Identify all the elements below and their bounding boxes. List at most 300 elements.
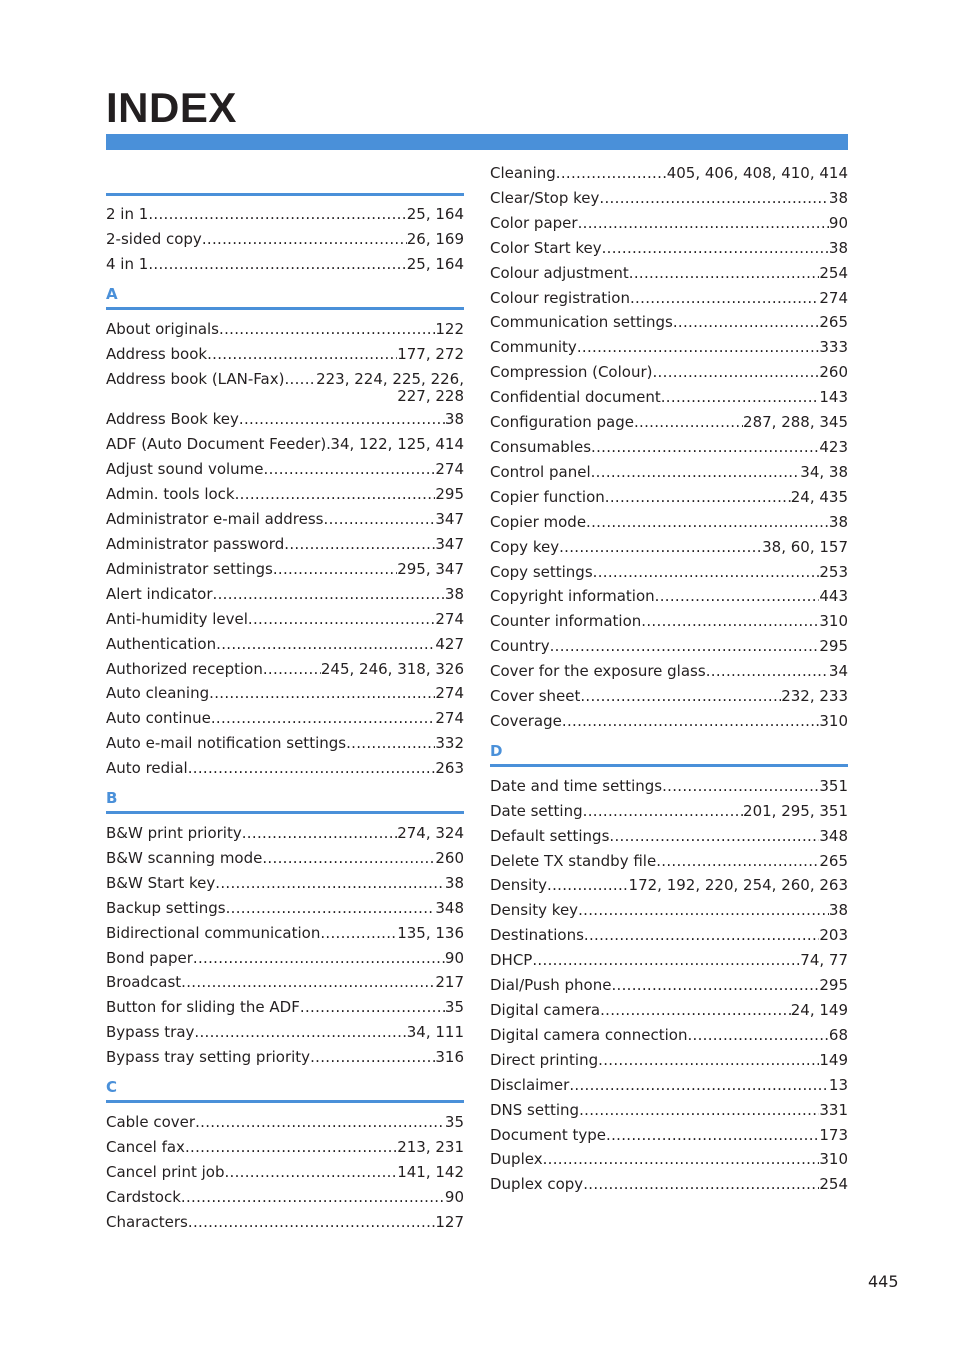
leader-dots: [239, 407, 445, 432]
index-entry: [490, 560, 848, 585]
index-entry-row: [490, 186, 848, 211]
index-term: Configuration page: [490, 413, 634, 432]
index-entry: [490, 898, 848, 923]
index-entry: [490, 659, 848, 684]
index-term: Button for sliding the ADF: [106, 998, 300, 1017]
index-entry: [490, 709, 848, 734]
index-entry-row: [106, 1185, 464, 1210]
leader-dots: [583, 1172, 819, 1197]
page-refs: 24, 149: [790, 1001, 848, 1019]
index-entry: [106, 756, 464, 781]
index-entry: [490, 1048, 848, 1073]
index-entry: [490, 535, 848, 560]
index-entry-row: [106, 557, 464, 582]
index-entry-row: [106, 507, 464, 532]
page-refs: 35: [444, 1113, 464, 1132]
page-refs: 263: [435, 759, 464, 778]
index-entry-row: [106, 252, 464, 277]
page-refs: 287, 288, 345: [743, 413, 848, 432]
index-entry-row: [106, 607, 464, 632]
index-entry: [106, 227, 464, 252]
index-term: 2 in 1: [106, 205, 149, 223]
index-entry: [106, 896, 464, 921]
index-term: 2-sided copy: [106, 229, 202, 248]
index-entry: [490, 236, 848, 261]
index-entry: [490, 1172, 848, 1197]
index-entry: [490, 460, 848, 485]
index-entry-row: [490, 873, 848, 898]
index-entry: [490, 948, 848, 973]
page-refs: 217: [435, 973, 464, 992]
page-refs: 127: [435, 1212, 464, 1231]
index-entry: [490, 923, 848, 948]
index-entry: [106, 457, 464, 482]
index-entry-row: [490, 824, 848, 849]
index-entry-row: [490, 998, 848, 1023]
index-entry: [490, 1098, 848, 1123]
index-term: 4 in 1: [106, 254, 149, 273]
leader-dots: [188, 1210, 435, 1235]
page-refs: 274: [435, 709, 464, 728]
index-term: Administrator settings: [106, 559, 273, 578]
page-refs: 172, 192, 220, 254, 260, 263: [628, 876, 848, 895]
leader-dots: [602, 236, 829, 261]
page-refs-continued: 227, 228: [397, 387, 464, 406]
index-term: Address Book key: [106, 410, 239, 429]
leader-dots: [550, 634, 820, 659]
index-term: Bypass tray setting priority: [106, 1048, 311, 1067]
leader-dots: [630, 286, 819, 311]
page-refs: 348: [819, 826, 848, 845]
leader-dots: [586, 510, 829, 535]
index-term: Address book (LAN-Fax): [106, 369, 285, 388]
section-rule: [106, 811, 464, 814]
index-term: Admin. tools lock: [106, 485, 235, 504]
page-refs: 38: [828, 188, 848, 207]
leader-dots: [687, 1023, 828, 1048]
index-entry-row: [490, 1023, 848, 1048]
page-refs: 333: [819, 338, 848, 357]
index-entry-row: [490, 1098, 848, 1123]
index-entry-row: [490, 1073, 848, 1098]
index-term: Color Start key: [490, 238, 602, 257]
index-entry: [106, 706, 464, 731]
index-entry-row: [106, 407, 464, 432]
leader-dots: [326, 432, 330, 457]
index-term: Bypass tray: [106, 1023, 195, 1042]
index-entry: [490, 1073, 848, 1098]
page-refs: 274: [435, 684, 464, 703]
leader-dots: [706, 659, 829, 684]
index-entry-row: [490, 1172, 848, 1197]
index-term: Auto e-mail notification settings: [106, 734, 347, 753]
index-term: ADF (Auto Document Feeder): [106, 435, 327, 454]
page-refs: 90: [828, 213, 848, 232]
index-entry-row: [490, 236, 848, 261]
leader-dots: [593, 560, 820, 585]
index-entry: [490, 973, 848, 998]
leader-dots: [216, 632, 435, 657]
leader-dots: [320, 921, 397, 946]
section-rule: [490, 764, 848, 767]
index-term: Adjust sound volume: [106, 460, 264, 479]
index-entry: [490, 774, 848, 799]
index-term: Cover sheet: [490, 687, 581, 706]
index-term: Coverage: [490, 711, 562, 730]
leader-dots: [310, 1045, 435, 1070]
index-entry-row: [490, 1123, 848, 1148]
leader-dots: [235, 482, 436, 507]
index-column-right: [490, 161, 848, 1197]
index-entry: [490, 634, 848, 659]
page-refs: 13: [828, 1075, 848, 1094]
page-refs: 38: [828, 901, 848, 920]
page-refs: 423: [819, 437, 848, 456]
index-term: Cardstock: [106, 1187, 181, 1206]
index-entry-row: [490, 310, 848, 335]
page-refs: 223, 224, 225, 226,: [316, 369, 464, 388]
index-entry: [490, 161, 848, 186]
leader-dots: [532, 948, 800, 973]
leader-dots: [598, 1048, 819, 1073]
index-term: B&W print priority: [106, 824, 242, 843]
page-refs: 38: [828, 512, 848, 531]
index-term: Density: [490, 876, 548, 895]
index-entry-row: [106, 1135, 464, 1160]
leader-dots: [606, 1123, 819, 1148]
index-entry-row: [490, 560, 848, 585]
page-refs: 34, 38: [800, 462, 848, 481]
index-term: Control panel: [490, 462, 591, 481]
index-entry-row: [106, 871, 464, 896]
index-entry: [106, 871, 464, 896]
leader-dots: [578, 898, 829, 923]
leader-dots: [599, 186, 828, 211]
page-refs: 74, 77: [800, 951, 848, 970]
page-refs: 254: [819, 263, 848, 282]
index-term: Consumables: [490, 437, 592, 456]
leader-dots: [569, 1073, 829, 1098]
page-refs: 34, 111: [406, 1023, 464, 1042]
index-entry: [106, 1135, 464, 1160]
index-entry-row: [106, 202, 464, 227]
page-refs: 310: [819, 612, 848, 631]
index-term: Cancel print job: [106, 1162, 225, 1181]
page-refs: 295: [819, 976, 848, 995]
index-entry-row: [106, 1210, 464, 1235]
page-refs: 254: [819, 1175, 848, 1194]
index-term: Administrator e-mail address: [106, 510, 324, 529]
section-rule: [106, 307, 464, 310]
index-entry: [106, 582, 464, 607]
index-term: Digital camera connection: [490, 1025, 688, 1044]
index-term: Default settings: [490, 826, 610, 845]
index-entry: [106, 252, 464, 277]
index-entry-row: [106, 970, 464, 995]
index-entry-row: [490, 898, 848, 923]
index-entry-row: [106, 706, 464, 731]
index-term: Copier mode: [490, 512, 587, 531]
index-entry: [490, 873, 848, 898]
index-entry-row: [106, 896, 464, 921]
page-refs: 265: [819, 851, 848, 870]
index-entry-row: [490, 634, 848, 659]
index-term: DHCP: [490, 951, 533, 970]
leader-dots: [641, 609, 819, 634]
index-term: Community: [490, 338, 577, 357]
page-refs: 274: [819, 288, 848, 307]
index-entry-row: [490, 709, 848, 734]
index-entry-row: [106, 821, 464, 846]
leader-dots: [609, 824, 819, 849]
index-term: Dial/Push phone: [490, 976, 612, 995]
index-entry: [490, 849, 848, 874]
leader-dots: [188, 756, 436, 781]
index-term: B&W Start key: [106, 873, 216, 892]
leader-dots: [202, 227, 407, 252]
index-entry-row: [106, 227, 464, 252]
index-entry: [490, 385, 848, 410]
page-refs: 260: [435, 848, 464, 867]
leader-dots: [577, 335, 820, 360]
index-entry: [490, 998, 848, 1023]
leader-dots: [213, 582, 445, 607]
index-entry: [490, 584, 848, 609]
index-entry-row: [490, 684, 848, 709]
index-entry-row: [490, 510, 848, 535]
index-entry: [490, 410, 848, 435]
index-entry-row: [106, 632, 464, 657]
index-entry-row: [490, 161, 848, 186]
leader-dots: [661, 385, 820, 410]
index-term: Communication settings: [490, 313, 673, 332]
page-refs: 348: [435, 898, 464, 917]
index-term: Document type: [490, 1125, 606, 1144]
index-entry: [106, 202, 464, 227]
page-refs: 35: [444, 998, 464, 1017]
leader-dots: [284, 532, 435, 557]
leader-dots: [224, 1160, 397, 1185]
index-term: Broadcast: [106, 973, 182, 992]
index-entry-row: [490, 410, 848, 435]
page-refs: 253: [819, 562, 848, 581]
index-entry: [490, 799, 848, 824]
leader-dots: [583, 799, 743, 824]
leader-dots: [556, 161, 667, 186]
page-refs: 405, 406, 408, 410, 414: [666, 164, 848, 182]
index-term: Duplex: [490, 1150, 543, 1169]
leader-dots: [195, 1110, 445, 1135]
leader-dots: [211, 706, 436, 731]
index-term: Characters: [106, 1212, 188, 1231]
index-entry-row: [106, 457, 464, 482]
page-refs: 274: [435, 609, 464, 628]
index-entry: [106, 921, 464, 946]
page-refs: 38, 60, 157: [762, 537, 848, 556]
index-entry: [490, 609, 848, 634]
leader-dots: [215, 871, 445, 896]
leader-dots: [605, 485, 791, 510]
index-entry-row: [490, 211, 848, 236]
index-entry-row: [490, 948, 848, 973]
index-entry-row: [490, 335, 848, 360]
page-refs: 265: [819, 313, 848, 332]
index-term: Address book: [106, 344, 208, 363]
index-entry: [490, 485, 848, 510]
leader-dots: [273, 557, 397, 582]
page-refs: 122: [435, 319, 464, 338]
index-entry: [106, 557, 464, 582]
leader-dots: [248, 607, 435, 632]
index-entry-row: [490, 923, 848, 948]
page-refs: 316: [435, 1048, 464, 1067]
page-refs: 347: [435, 510, 464, 529]
index-term: Color paper: [490, 213, 578, 232]
index-term: Clear/Stop key: [490, 188, 600, 207]
page-refs: 260: [819, 363, 848, 382]
index-entry: [106, 482, 464, 507]
index-entry-row: [490, 849, 848, 874]
index-entry-row: [490, 973, 848, 998]
index-entry-row: [490, 286, 848, 311]
index-entry-row: [106, 681, 464, 706]
index-entry-row: [490, 535, 848, 560]
index-entry: [106, 532, 464, 557]
index-entry: [490, 510, 848, 535]
page-refs: 295, 347: [397, 559, 464, 578]
leader-dots: [578, 211, 829, 236]
index-term: Auto continue: [106, 709, 211, 728]
index-entry-row: [106, 731, 464, 756]
index-entry-row: [490, 774, 848, 799]
page-refs: 149: [819, 1050, 848, 1069]
page-refs: 310: [819, 1150, 848, 1169]
leader-dots: [346, 731, 435, 756]
page-refs: 332: [435, 734, 464, 753]
index-entry-row: [106, 532, 464, 557]
leader-dots: [300, 995, 445, 1020]
leader-dots: [209, 681, 435, 706]
index-term: Administrator password: [106, 534, 285, 553]
page-refs: 274: [435, 460, 464, 479]
index-entry: [106, 367, 464, 406]
page-refs: 213, 231: [397, 1138, 464, 1156]
leader-dots: [652, 360, 819, 385]
leader-dots: [611, 973, 819, 998]
leader-dots: [226, 896, 436, 921]
index-term: Delete TX standby file: [490, 851, 657, 870]
leader-dots: [547, 873, 629, 898]
page-refs: 274, 324: [397, 824, 464, 843]
leader-dots: [662, 774, 819, 799]
index-entry: [490, 335, 848, 360]
page-refs: 25, 164: [406, 254, 464, 273]
index-entry: [490, 684, 848, 709]
index-entry-row: [490, 584, 848, 609]
index-term: Destinations: [490, 926, 584, 945]
index-term: Compression (Colour): [490, 363, 653, 382]
index-entry-row: [490, 485, 848, 510]
index-term: Date setting: [490, 801, 583, 820]
leader-dots: [600, 998, 791, 1023]
index-term: Auto redial: [106, 759, 188, 778]
index-entry: [490, 310, 848, 335]
leader-dots: [263, 657, 321, 682]
index-term: Disclaimer: [490, 1075, 570, 1094]
index-entry: [106, 1210, 464, 1235]
page-refs: 38: [444, 584, 464, 603]
index-entry: [106, 342, 464, 367]
leader-dots: [591, 460, 801, 485]
leader-dots: [242, 821, 397, 846]
page-refs: 135, 136: [397, 923, 464, 942]
index-entry-row: [490, 799, 848, 824]
index-entry-row: [490, 460, 848, 485]
index-entry: [490, 261, 848, 286]
leader-dots: [181, 1185, 445, 1210]
page-refs: 310: [819, 711, 848, 730]
index-entry: [106, 995, 464, 1020]
index-entry-row: [106, 1110, 464, 1135]
leader-dots: [634, 410, 743, 435]
index-term: Colour adjustment: [490, 263, 629, 282]
index-entry: [106, 681, 464, 706]
index-entry: [106, 1160, 464, 1185]
page-refs: 38: [444, 410, 464, 429]
index-term: Copier function: [490, 487, 605, 506]
leader-dots: [656, 849, 819, 874]
page-refs: 427: [435, 634, 464, 653]
index-entry: [106, 1020, 464, 1045]
index-entry-row: [490, 609, 848, 634]
leader-dots: [194, 1020, 406, 1045]
page-refs: 38: [828, 238, 848, 257]
index-entry-row: [490, 435, 848, 460]
index-entry: [106, 432, 464, 457]
index-entry: [106, 946, 464, 971]
index-term: Cover for the exposure glass: [490, 662, 706, 681]
index-entry-row: [106, 582, 464, 607]
index-entry: [490, 1147, 848, 1172]
index-entry-row: [106, 432, 464, 457]
leader-dots: [673, 310, 820, 335]
index-entry-row: [490, 385, 848, 410]
index-term: Backup settings: [106, 898, 226, 917]
page-refs: 90: [444, 948, 464, 967]
index-entry-row: [106, 921, 464, 946]
index-term: Alert indicator: [106, 584, 213, 603]
index-term: Auto cleaning: [106, 684, 210, 703]
index-entry: [106, 407, 464, 432]
index-entry: [106, 507, 464, 532]
page-refs: 90: [444, 1187, 464, 1206]
index-entry: [490, 1023, 848, 1048]
index-entry-row: [106, 317, 464, 342]
index-term: Anti-humidity level: [106, 609, 248, 628]
index-entry: [490, 1123, 848, 1148]
leader-dots: [655, 584, 820, 609]
leader-dots: [185, 1135, 397, 1160]
index-entry: [106, 1110, 464, 1135]
leader-dots: [580, 684, 781, 709]
leader-dots: [181, 970, 435, 995]
leader-dots: [262, 846, 435, 871]
index-entry: [490, 360, 848, 385]
index-entry-row: [490, 1147, 848, 1172]
leader-dots: [543, 1147, 820, 1172]
index-term: Copy key: [490, 537, 560, 556]
index-term: Counter information: [490, 612, 642, 631]
